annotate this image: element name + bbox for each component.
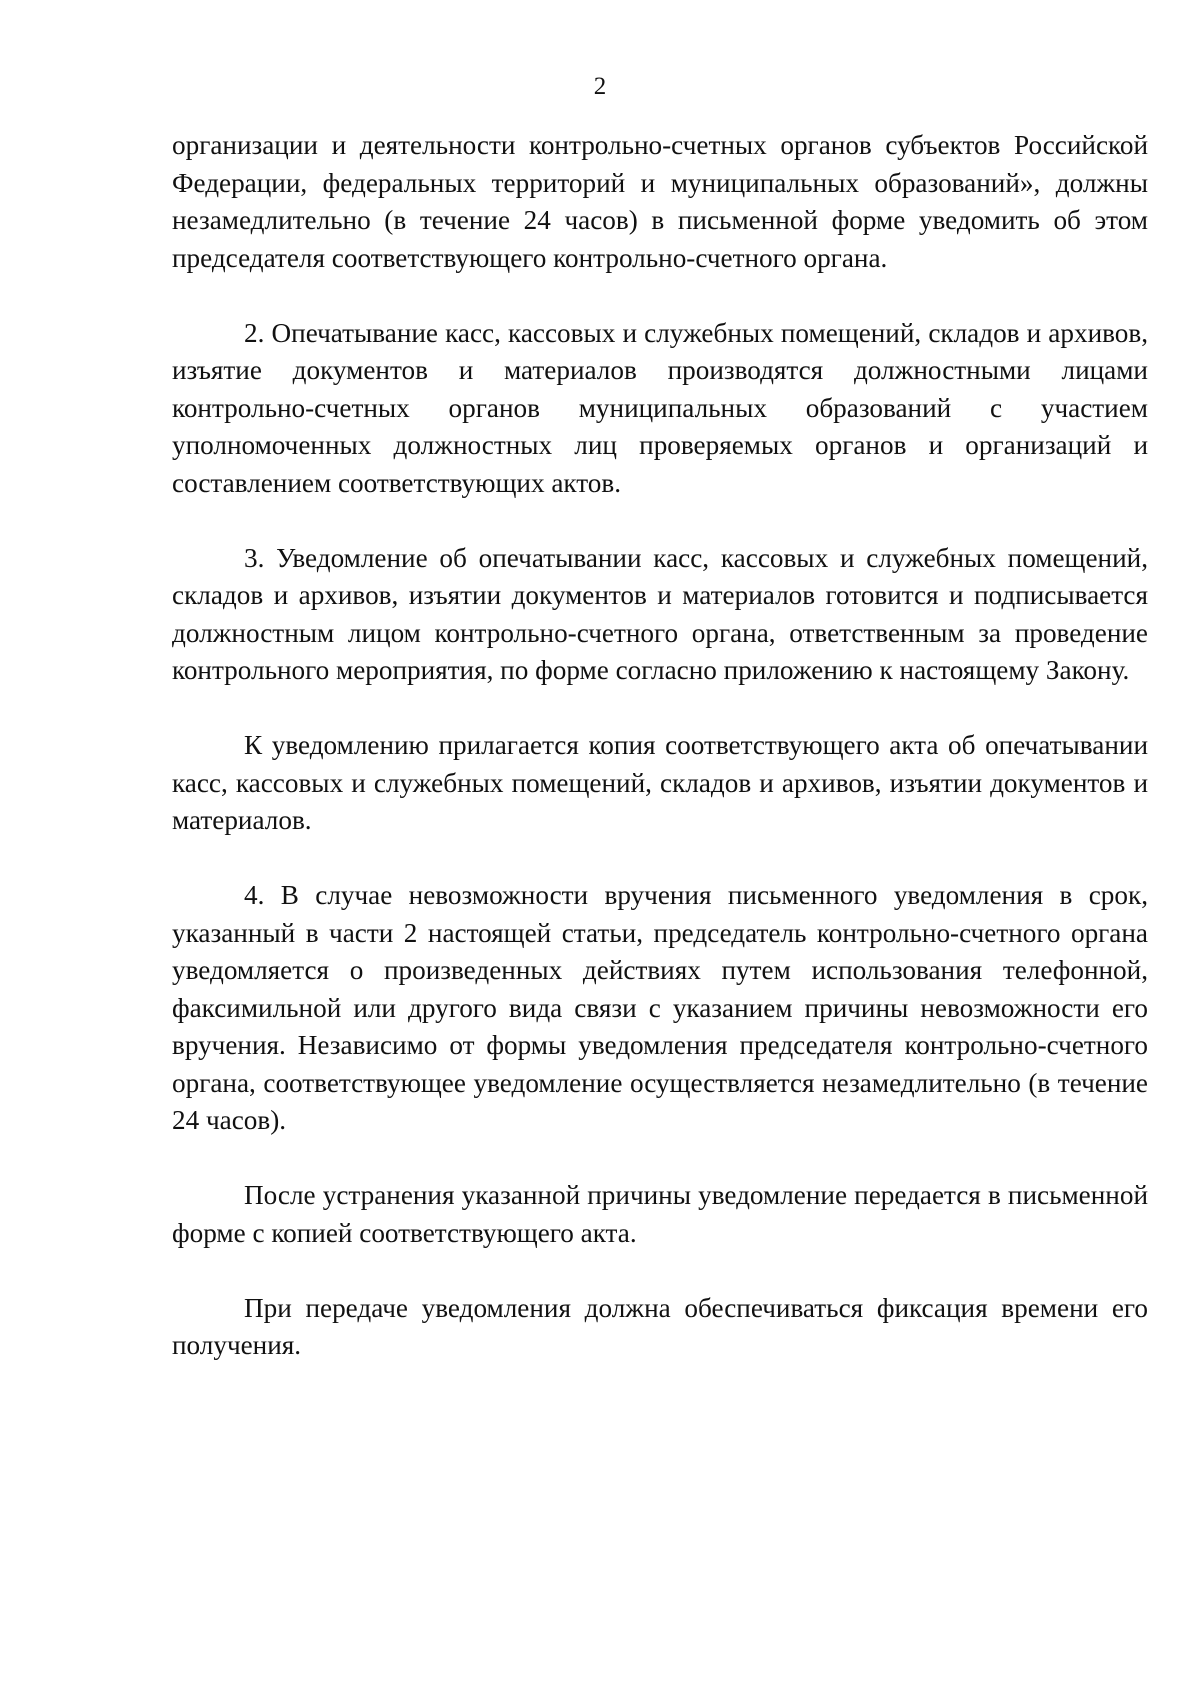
- paragraph-continuation: организации и деятельности контрольно-счетных органов субъектов Российской Федерации, федеральных территорий и муниципальных образований», должны незамедлительно (в течение 24 часов) в письменной форме уведомить об этом председателя соответствующего контрольно-счетного органа.: [172, 130, 1148, 273]
- document-body: [172, 127, 1148, 1402]
- paragraph-part-3-attachment: К уведомлению прилагается копия соответствующего акта об опечатывании касс, кассовых и служебных помещений, складов и архивов, изъятии документов и материалов.: [172, 730, 1148, 835]
- paragraph-part-2: 2. Опечатывание касс, кассовых и служебных помещений, складов и архивов, изъятие документов и материалов производятся должностными лицами контрольно-счетных органов муниципальных образований с участием уполномоченных должностных лиц проверяемых органов и организаций и составлением соответствующих актов.: [172, 317, 1148, 498]
- paragraph-part-4-transfer: При передаче уведомления должна обеспечиваться фиксация времени его получения.: [172, 1292, 1148, 1360]
- paragraph-part-3: 3. Уведомление об опечатывании касс, кассовых и служебных помещений, складов и архивов, изъятии документов и материалов готовится и подписывается должностным лицом контрольно-счетного органа, ответственным за проведение контрольного мероприятия, по форме согласно приложению к настоящему Закону.: [172, 542, 1148, 685]
- paragraph-part-4: 4. В случае невозможности вручения письменного уведомления в срок, указанный в части 2 настоящей статьи, председатель контрольно-счетного органа уведомляется о произведенных действиях путем использования телефонной, факсимильной или другого вида связи с указанием причины невозможности его вручения. Независимо от формы уведомления председателя контрольно-счетного органа, соответствующее уведомление осуществляется незамедлительно (в течение 24 часов).: [172, 880, 1148, 1135]
- page-number: 2: [593, 73, 607, 100]
- paragraph-part-4-after-removal: После устранения указанной причины уведомление передается в письменной форме с копией соответствующего акта.: [172, 1180, 1148, 1248]
